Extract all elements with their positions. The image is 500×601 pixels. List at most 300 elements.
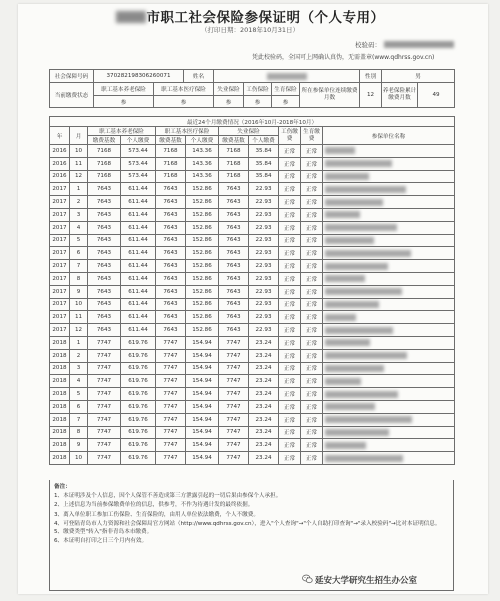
cell-pension-personal: 619.76 [121,452,156,465]
cell-month: 9 [70,439,88,452]
cell-pension-personal: 619.76 [121,336,156,349]
wechat-icon [302,574,313,584]
cell-pension-base: 7643 [88,285,121,298]
note-item-5: 5、缴费类型"转入"指非青岛本市缴费。 [54,528,153,535]
cell-pension-base: 7747 [88,362,121,375]
cell-unemployment-personal: 22.93 [249,234,279,247]
cell-medical-base: 7643 [156,272,186,285]
cell-pension-base: 7747 [88,336,121,349]
table-row [50,247,455,260]
cell-unemployment-personal: 22.93 [249,183,279,196]
cell-unit-redacted [323,196,455,209]
cell-unemployment-base: 7643 [219,208,249,221]
cell-pension-personal: 611.44 [121,324,156,337]
cell-pension-base: 7643 [88,298,121,311]
type-unemployment: 失业保险 [214,83,244,96]
cell-unemployment-personal: 22.93 [249,298,279,311]
cell-medical-base: 7747 [156,400,186,413]
cell-pension-personal: 573.44 [121,157,156,170]
cell-unemployment-base: 7747 [219,375,249,388]
total-months-value: 49 [418,83,455,108]
cell-pension-base: 7747 [88,426,121,439]
personal-info-table [49,69,455,108]
table-row [50,285,455,298]
cell-month: 8 [70,426,88,439]
cell-unemployment-base: 7747 [219,336,249,349]
cell-pension-base: 7747 [88,452,121,465]
cell-maternity: 正常 [301,157,323,170]
cell-month: 3 [70,362,88,375]
table-row [50,324,455,337]
table-row [50,234,455,247]
table-row [50,272,455,285]
col-pension-group: 职工基本养老保险 [88,127,156,136]
cell-medical-personal: 143.36 [186,170,219,183]
cell-unemployment-base: 7747 [219,388,249,401]
type-injury: 工伤保险 [244,83,272,96]
status-injury: 参 [244,96,272,108]
cell-unemployment-base: 7643 [219,247,249,260]
cell-unit-redacted [323,349,455,362]
cell-unemployment-personal: 22.93 [249,285,279,298]
type-pension: 职工基本养老保险 [94,83,154,96]
cell-year: 2017 [50,272,70,285]
cell-year: 2018 [50,439,70,452]
table-row [50,439,455,452]
cell-month: 9 [70,285,88,298]
cell-medical-personal: 154.94 [186,388,219,401]
cell-unemployment-personal: 35.84 [249,157,279,170]
cell-year: 2017 [50,183,70,196]
cell-unit-redacted [323,388,455,401]
cell-maternity: 正常 [301,208,323,221]
cell-unemployment-personal: 23.24 [249,400,279,413]
col-medical-group: 职工基本医疗保险 [156,127,219,136]
cell-medical-base: 7747 [156,452,186,465]
cell-pension-base: 7168 [88,145,121,158]
note-item-6: 6、本证明自打印之日三个月内有效。 [54,538,148,545]
table-row [50,260,455,273]
cell-unemployment-base: 7643 [219,311,249,324]
cell-year: 2018 [50,452,70,465]
cell-year: 2018 [50,426,70,439]
cell-medical-base: 7643 [156,260,186,273]
cell-pension-personal: 619.76 [121,426,156,439]
cell-injury: 正常 [279,272,301,285]
cell-month: 7 [70,413,88,426]
cell-unemployment-personal: 23.24 [249,426,279,439]
cell-medical-base: 7168 [156,170,186,183]
cell-unemployment-base: 7747 [219,426,249,439]
cell-medical-base: 7643 [156,298,186,311]
cell-unit-redacted [323,221,455,234]
cell-unemployment-base: 7168 [219,170,249,183]
col-pension-base: 缴费基数 [88,136,121,145]
cell-year: 2018 [50,400,70,413]
col-injury: 工伤缴费 [279,127,301,145]
cell-medical-base: 7747 [156,426,186,439]
cell-medical-base: 7747 [156,439,186,452]
print-date: （打印日期：2018年10月31日） [200,26,300,34]
cell-unit-redacted [323,260,455,273]
cell-medical-base: 7643 [156,285,186,298]
cell-pension-personal: 619.76 [121,413,156,426]
cell-unemployment-base: 7643 [219,234,249,247]
cell-month: 10 [70,298,88,311]
cell-medical-personal: 152.86 [186,298,219,311]
cell-injury: 正常 [279,170,301,183]
cell-medical-personal: 154.94 [186,336,219,349]
cell-year: 2017 [50,298,70,311]
cell-unit-redacted [323,272,455,285]
cell-medical-personal: 143.36 [186,145,219,158]
cell-unemployment-base: 7747 [219,439,249,452]
cell-medical-personal: 154.94 [186,375,219,388]
total-months-label: 养老保险累计缴费月数 [382,83,418,108]
cell-unemployment-base: 7168 [219,157,249,170]
cell-injury: 正常 [279,260,301,273]
cell-injury: 正常 [279,362,301,375]
cell-unemployment-personal: 22.93 [249,260,279,273]
table-row [50,145,455,158]
cell-maternity: 正常 [301,272,323,285]
type-medical: 职工基本医疗保险 [154,83,214,96]
cell-pension-base: 7168 [88,170,121,183]
cell-pension-base: 7747 [88,349,121,362]
table-row [50,362,455,375]
cell-unemployment-personal: 23.24 [249,336,279,349]
cell-pension-base: 7643 [88,272,121,285]
cell-unemployment-personal: 22.93 [249,196,279,209]
cell-year: 2017 [50,247,70,260]
cell-medical-base: 7643 [156,247,186,260]
cell-unemployment-personal: 22.93 [249,208,279,221]
cell-medical-personal: 152.86 [186,196,219,209]
cell-unemployment-personal: 35.84 [249,170,279,183]
status-unemployment: 参 [214,96,244,108]
name-label: 姓名 [184,70,214,83]
cell-medical-personal: 152.86 [186,311,219,324]
cell-year: 2018 [50,362,70,375]
cell-injury: 正常 [279,375,301,388]
cont-months-label: 所在参保单位连续缴费月数 [300,83,360,108]
cell-unemployment-personal: 22.93 [249,311,279,324]
col-medical-base: 缴费基数 [156,136,186,145]
redacted-city [116,11,146,23]
notes-title: 备注： [54,484,71,490]
cell-unit-redacted [323,311,455,324]
cell-medical-personal: 152.86 [186,272,219,285]
note-item-4: 4、可登陆青岛市人力资源和社会保障局官方网站（http://www.qdhrss.gov.cn），进入"个人查询"→"个人自助打印查询"→"录入校验码"→比对本证明信息。 [54,520,441,527]
cell-injury: 正常 [279,145,301,158]
watermark-text: 延安大学研究生招生办公室 [315,576,418,586]
cell-injury: 正常 [279,298,301,311]
cell-injury: 正常 [279,247,301,260]
cell-unit-redacted [323,439,455,452]
cell-pension-base: 7747 [88,400,121,413]
cell-unemployment-base: 7168 [219,145,249,158]
cell-injury: 正常 [279,183,301,196]
cell-unit-redacted [323,298,455,311]
cell-maternity: 正常 [301,426,323,439]
cell-medical-personal: 152.86 [186,208,219,221]
cell-unemployment-base: 7643 [219,285,249,298]
table-row [50,157,455,170]
cell-maternity: 正常 [301,375,323,388]
cell-injury: 正常 [279,221,301,234]
cell-unemployment-personal: 22.93 [249,324,279,337]
cell-unit-redacted [323,375,455,388]
cell-unemployment-personal: 23.24 [249,375,279,388]
cell-pension-base: 7168 [88,157,121,170]
cell-maternity: 正常 [301,452,323,465]
col-year: 年 [50,127,70,145]
cell-medical-personal: 152.86 [186,285,219,298]
cell-injury: 正常 [279,413,301,426]
cell-unemployment-personal: 22.93 [249,247,279,260]
cell-injury: 正常 [279,336,301,349]
cell-pension-personal: 619.76 [121,375,156,388]
cell-year: 2016 [50,145,70,158]
cell-injury: 正常 [279,285,301,298]
cell-unit-redacted [323,234,455,247]
cell-year: 2017 [50,285,70,298]
col-unemployment-base: 缴费基数 [219,136,249,145]
cell-unemployment-base: 7643 [219,183,249,196]
cell-medical-base: 7747 [156,349,186,362]
cell-medical-base: 7747 [156,388,186,401]
cell-unemployment-base: 7747 [219,452,249,465]
cell-maternity: 正常 [301,145,323,158]
cell-pension-base: 7643 [88,234,121,247]
cell-pension-personal: 611.44 [121,183,156,196]
cell-month: 10 [70,145,88,158]
cell-unit-redacted [323,183,455,196]
cell-year: 2017 [50,324,70,337]
cell-maternity: 正常 [301,349,323,362]
cell-month: 11 [70,157,88,170]
cell-maternity: 正常 [301,247,323,260]
cell-unemployment-base: 7747 [219,400,249,413]
table-row [50,349,455,362]
table-row [50,208,455,221]
table-row [50,170,455,183]
cell-unemployment-personal: 23.24 [249,439,279,452]
cell-injury: 正常 [279,439,301,452]
status-maternity: 参 [272,96,300,108]
cell-pension-personal: 611.44 [121,247,156,260]
cell-month: 1 [70,336,88,349]
cell-medical-personal: 154.94 [186,439,219,452]
cell-unemployment-personal: 23.24 [249,452,279,465]
cell-pension-personal: 611.44 [121,221,156,234]
cell-pension-personal: 619.76 [121,349,156,362]
cell-injury: 正常 [279,452,301,465]
col-maternity: 生育缴费 [301,127,323,145]
cell-year: 2017 [50,196,70,209]
cell-medical-base: 7643 [156,208,186,221]
col-unit: 参保单位名称 [323,127,455,145]
cell-injury: 正常 [279,234,301,247]
table-row [50,388,455,401]
cell-pension-base: 7747 [88,439,121,452]
cell-unit-redacted [323,400,455,413]
status-label: 当前缴费状态 [50,83,94,108]
cell-injury: 正常 [279,208,301,221]
cell-pension-base: 7747 [88,413,121,426]
status-pension: 参 [94,96,154,108]
note-item-2: 2、上述信息为当前参保缴费单位的信息，供参考，不作为待遇计发的最终依据。 [54,502,254,509]
cell-medical-personal: 154.94 [186,400,219,413]
cell-pension-base: 7747 [88,388,121,401]
cell-pension-personal: 611.44 [121,234,156,247]
cell-year: 2017 [50,221,70,234]
cell-medical-base: 7168 [156,157,186,170]
cell-month: 11 [70,311,88,324]
cell-unemployment-personal: 23.24 [249,349,279,362]
cell-year: 2017 [50,208,70,221]
cell-month: 6 [70,247,88,260]
cell-maternity: 正常 [301,260,323,273]
cell-unit-redacted [323,413,455,426]
cell-maternity: 正常 [301,221,323,234]
cell-pension-base: 7643 [88,260,121,273]
cell-medical-personal: 152.86 [186,247,219,260]
cell-month: 1 [70,183,88,196]
cell-month: 5 [70,388,88,401]
cell-month: 4 [70,375,88,388]
cell-injury: 正常 [279,196,301,209]
name-value [214,70,360,83]
cell-medical-personal: 152.86 [186,260,219,273]
cell-medical-personal: 143.36 [186,157,219,170]
cell-unit-redacted [323,157,455,170]
cell-medical-base: 7643 [156,183,186,196]
cell-injury: 正常 [279,157,301,170]
cell-year: 2018 [50,375,70,388]
redacted-verify-code [384,41,454,48]
cell-month: 4 [70,221,88,234]
cell-month: 12 [70,170,88,183]
status-medical: 参 [154,96,214,108]
cell-medical-personal: 152.86 [186,234,219,247]
cell-month: 6 [70,400,88,413]
contribution-table [49,116,455,465]
cell-month: 3 [70,208,88,221]
cell-pension-personal: 573.44 [121,145,156,158]
cell-medical-personal: 154.94 [186,362,219,375]
table-row [50,400,455,413]
gender-value: 男 [382,70,455,83]
cell-pension-personal: 619.76 [121,439,156,452]
cell-maternity: 正常 [301,362,323,375]
cell-pension-personal: 611.44 [121,298,156,311]
cell-year: 2016 [50,170,70,183]
table-row [50,221,455,234]
cell-unit-redacted [323,324,455,337]
cell-year: 2018 [50,388,70,401]
cell-medical-personal: 152.86 [186,183,219,196]
cell-maternity: 正常 [301,234,323,247]
cell-medical-base: 7643 [156,221,186,234]
cell-medical-base: 7643 [156,324,186,337]
table-row [50,426,455,439]
cell-pension-base: 7643 [88,183,121,196]
cell-pension-personal: 611.44 [121,196,156,209]
cell-medical-base: 7747 [156,336,186,349]
cell-pension-base: 7643 [88,221,121,234]
cell-medical-base: 7747 [156,413,186,426]
cell-medical-personal: 154.94 [186,413,219,426]
cell-pension-base: 7643 [88,196,121,209]
cell-unit-redacted [323,362,455,375]
col-month: 月 [70,127,88,145]
cell-pension-personal: 611.44 [121,285,156,298]
cell-injury: 正常 [279,426,301,439]
cell-pension-base: 7643 [88,324,121,337]
cell-pension-base: 7747 [88,375,121,388]
cell-month: 2 [70,196,88,209]
cell-year: 2018 [50,413,70,426]
cell-medical-base: 7643 [156,196,186,209]
cell-pension-personal: 611.44 [121,208,156,221]
cell-month: 8 [70,272,88,285]
cell-medical-base: 7168 [156,145,186,158]
type-maternity: 生育保险 [272,83,300,96]
cell-maternity: 正常 [301,388,323,401]
cell-unit-redacted [323,285,455,298]
table-row [50,336,455,349]
cell-injury: 正常 [279,324,301,337]
cell-medical-base: 7747 [156,375,186,388]
cell-unemployment-base: 7643 [219,221,249,234]
cell-medical-base: 7747 [156,362,186,375]
cell-medical-base: 7643 [156,311,186,324]
verify-code: 校验码： [355,40,454,49]
gender-label: 性别 [360,70,382,83]
social-id-label: 社会保障号码 [50,70,94,83]
cell-pension-personal: 611.44 [121,311,156,324]
cell-medical-personal: 152.86 [186,221,219,234]
note-item-1: 1、本证明涉及个人信息，因个人保管不善造成第三方泄露引起的一切后果由参保个人承担。 [54,493,282,500]
cell-unemployment-base: 7643 [219,196,249,209]
cell-pension-personal: 619.76 [121,400,156,413]
cell-pension-base: 7643 [88,247,121,260]
cell-month: 7 [70,260,88,273]
table-row [50,183,455,196]
cell-unemployment-base: 7643 [219,272,249,285]
cell-unit-redacted [323,452,455,465]
cell-maternity: 正常 [301,413,323,426]
cell-unit-redacted [323,208,455,221]
document-title: 市职工社会保险参保证明（个人专用） [0,6,500,26]
cell-injury: 正常 [279,388,301,401]
cell-pension-personal: 573.44 [121,170,156,183]
cell-pension-base: 7643 [88,208,121,221]
cell-unit-redacted [323,247,455,260]
cell-month: 5 [70,234,88,247]
cell-maternity: 正常 [301,439,323,452]
cell-pension-personal: 611.44 [121,260,156,273]
table-row [50,413,455,426]
table-row [50,311,455,324]
cell-injury: 正常 [279,349,301,362]
cell-unemployment-base: 7747 [219,413,249,426]
cell-unemployment-personal: 22.93 [249,272,279,285]
cell-unemployment-personal: 23.24 [249,388,279,401]
cell-unemployment-personal: 23.24 [249,362,279,375]
cell-injury: 正常 [279,400,301,413]
